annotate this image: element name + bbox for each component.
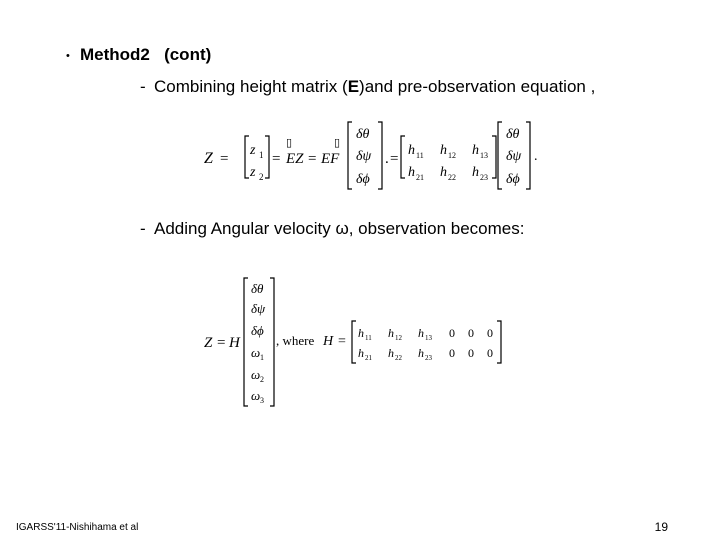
- heading-suffix: (cont): [164, 45, 212, 64]
- eq2-h11: h: [358, 326, 364, 340]
- eq2-h-bracket-right: [497, 321, 501, 363]
- eq1-z1-sub: 1: [259, 150, 264, 160]
- eq1-state2-theta: δθ: [506, 127, 520, 142]
- eq2-state-bracket-left: [244, 278, 248, 406]
- eq2-r2-c4: 0: [449, 346, 455, 360]
- eq2-equals: =: [217, 335, 226, 351]
- eq1-h21: h: [408, 165, 415, 180]
- eq2-h-bracket-left: [352, 321, 356, 363]
- subpoint-text-bold: E: [347, 77, 360, 96]
- eq2-h12-sub: 12: [395, 334, 402, 342]
- eq1-period: .: [534, 149, 538, 164]
- eq2-h22: h: [388, 346, 394, 360]
- eq1-h11-sub: 11: [416, 151, 424, 160]
- eq2-operator: H: [229, 335, 240, 351]
- eq2-state-theta: δθ: [251, 281, 264, 296]
- eq2-h13-sub: 13: [425, 334, 432, 342]
- subpoint-text-after: )and pre-observation equation ,: [359, 77, 596, 96]
- eq2-state-omega1: ω: [251, 345, 261, 360]
- eq1-h23-sub: 23: [480, 173, 488, 182]
- eq2-r1-c4: 0: [449, 326, 455, 340]
- eq1-h12: h: [440, 143, 447, 158]
- eq1-h12-sub: 12: [448, 151, 456, 160]
- eq1-equals-1: =: [220, 151, 229, 167]
- eq1-ez: EZ: [286, 151, 304, 167]
- subpoint-text-before: Combining height matrix (: [154, 77, 348, 96]
- eq2-h-equals: =: [338, 334, 346, 349]
- eq2-r1-c6: 0: [487, 326, 493, 340]
- eq1-h21-sub: 21: [416, 173, 424, 182]
- eq1-state2-psi: δψ: [506, 149, 522, 164]
- eq1-equals-4: =: [390, 151, 399, 167]
- eq1-ef: EF: [321, 151, 340, 167]
- eq2-h21: h: [358, 346, 364, 360]
- eq1-dot: .: [385, 151, 389, 167]
- eq2-h22-sub: 22: [395, 354, 402, 362]
- eq1-lhs: Z: [204, 150, 213, 167]
- footer-citation: IGARSS'11-Nishihama et al: [16, 522, 139, 533]
- eq2-h23: h: [418, 346, 424, 360]
- eq1-equals-2: =: [272, 151, 281, 167]
- eq2-state-omega2: ω: [251, 367, 261, 382]
- eq2-r2-c6: 0: [487, 346, 493, 360]
- eq1-h13-sub: 13: [480, 151, 488, 160]
- eq1-z2-sub: 2: [259, 172, 264, 182]
- eq2-h23-sub: 23: [425, 354, 432, 362]
- eq2-omega2-sub: 2: [260, 375, 264, 384]
- eq2-h-label: H: [323, 334, 334, 349]
- heading-title: Method2: [80, 45, 150, 64]
- dash-marker: -: [140, 77, 146, 96]
- eq2-h13: h: [418, 326, 424, 340]
- eq1-h22: h: [440, 165, 447, 180]
- page-number: 19: [654, 520, 668, 534]
- dash-marker: -: [140, 219, 146, 238]
- eq2-h12: h: [388, 326, 394, 340]
- eq2-h21-sub: 21: [365, 354, 372, 362]
- bullet-icon: •: [66, 49, 70, 62]
- eq2-r1-c5: 0: [468, 326, 474, 340]
- eq1-h22-sub: 22: [448, 173, 456, 182]
- eq1-state-phi: δϕ: [356, 172, 370, 187]
- eq1-state-psi: δψ: [356, 149, 372, 164]
- eq1-z2: z: [250, 165, 256, 180]
- eq2-state-omega3: ω: [251, 388, 261, 403]
- eq2-h11-sub: 11: [365, 334, 372, 342]
- eq2-state-psi: δψ: [251, 301, 266, 316]
- eq1-z1: z: [250, 143, 256, 158]
- eq1-h11: h: [408, 143, 415, 158]
- subpoint-text: Adding Angular velocity ω, observation becomes:: [154, 219, 525, 238]
- eq1-missing-glyph-1: ▯: [286, 137, 293, 149]
- eq1-h23: h: [472, 165, 479, 180]
- eq2-lhs: Z: [204, 335, 213, 351]
- eq2-where: , where: [276, 333, 315, 348]
- eq1-state-theta: δθ: [356, 127, 370, 142]
- eq2-r2-c5: 0: [468, 346, 474, 360]
- eq1-h13: h: [472, 143, 479, 158]
- eq2-state-phi: δϕ: [251, 323, 264, 338]
- eq2-state-bracket-right: [270, 278, 274, 406]
- eq1-state2-phi: δϕ: [506, 172, 520, 187]
- eq2-omega1-sub: 1: [260, 353, 264, 362]
- eq1-equals-3: =: [308, 151, 317, 167]
- eq2-omega3-sub: 3: [260, 396, 264, 405]
- eq1-missing-glyph-2: ▯: [334, 137, 341, 149]
